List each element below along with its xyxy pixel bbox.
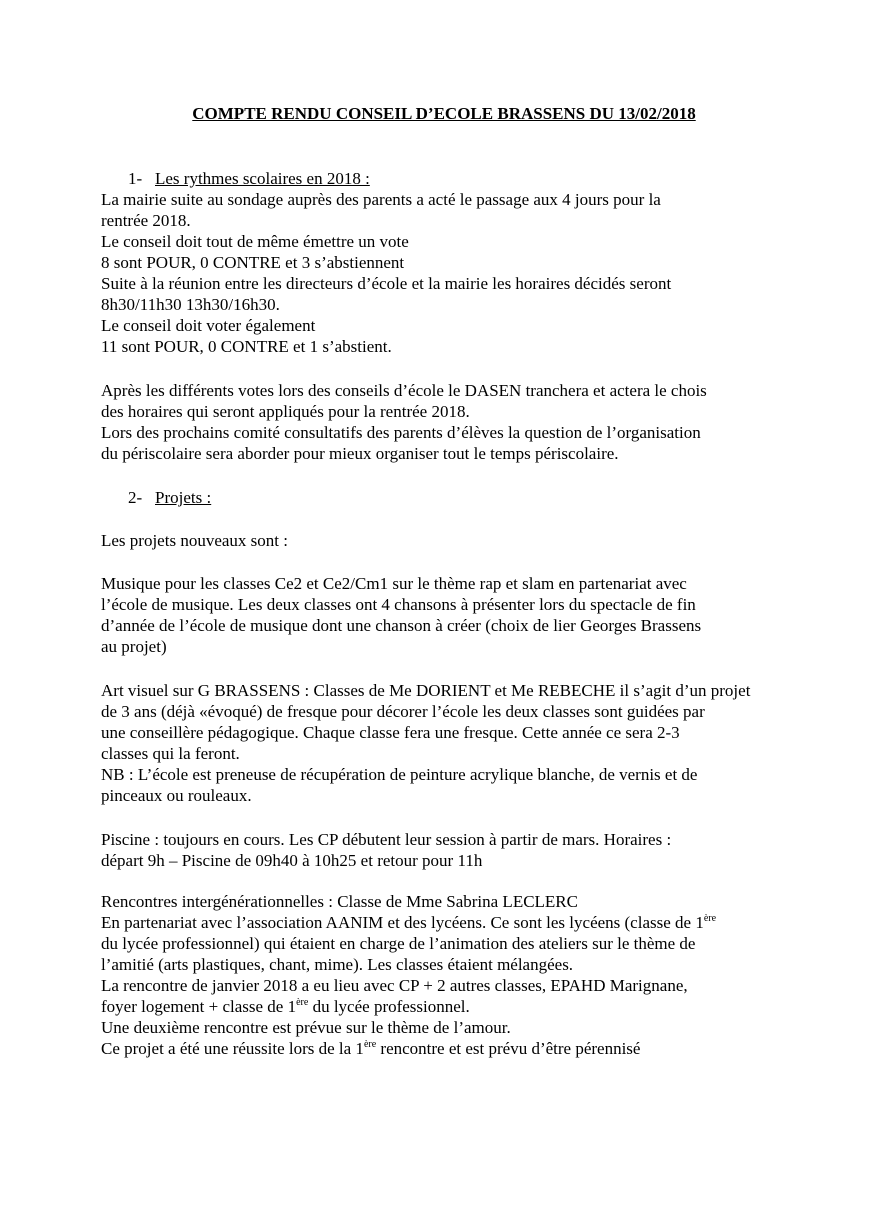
text-line: [101, 1038, 781, 1059]
text-line: une conseillère pédagogique. Chaque classe fera une fresque. Cette année ce sera 2-3: [101, 723, 680, 742]
text-line: du périscolaire sera aborder pour mieux organiser tout le temps périscolaire.: [101, 444, 619, 463]
superscript: ère: [703, 913, 717, 924]
text-line: 11 sont POUR, 0 CONTRE et 1 s’abstient.: [101, 337, 392, 356]
text-line: Les projets nouveaux sont :: [101, 531, 288, 550]
text-line: [101, 996, 781, 1017]
section-1-title: Les rythmes scolaires en 2018 :: [155, 169, 370, 188]
text-segment: foyer logement + classe de 1: [101, 997, 297, 1016]
superscript: ère: [296, 997, 309, 1008]
text-line: au projet): [101, 637, 167, 656]
text-line: Le conseil doit voter également: [101, 316, 316, 335]
text-line: Piscine : toujours en cours. Les CP débutent leur session à partir de mars. Horaires :: [101, 830, 672, 849]
text-line: du lycée professionnel) qui étaient en charge de l’animation des ateliers sur le thème de: [101, 934, 696, 953]
text-segment: Ce projet a été une réussite lors de la 1: [101, 1039, 364, 1058]
text-line: 8h30/11h30 13h30/16h30.: [101, 295, 280, 314]
text-line: l’école de musique. Les deux classes ont 4 chansons à présenter lors du spectacle de fin: [101, 595, 696, 614]
text-line: l’amitié (arts plastiques, chant, mime). Les classes étaient mélangées.: [101, 955, 574, 974]
project-piscine: [101, 829, 781, 871]
text-line: rentrée 2018.: [101, 211, 191, 230]
section-1-paragraph: [101, 189, 781, 357]
text-line: Rencontres intergénérationnelles : Classe de Mme Sabrina LECLERC: [101, 892, 578, 911]
text-line: pinceaux ou rouleaux.: [101, 786, 252, 805]
section-2-heading: [128, 487, 211, 508]
section-1-paragraph-2: [101, 380, 781, 464]
text-line: des horaires qui seront appliqués pour la rentrée 2018.: [101, 402, 470, 421]
text-line: 8 sont POUR, 0 CONTRE et 3 s’abstiennent: [101, 253, 405, 272]
text-line: Après les différents votes lors des conseils d’école le DASEN tranchera et actera le chois: [101, 381, 707, 400]
text-line: de 3 ans (déjà «évoqué) de fresque pour décorer l’école les deux classes sont guidées par: [101, 702, 705, 721]
text-line: classes qui la feront.: [101, 744, 240, 763]
text-segment: du lycée professionnel.: [308, 997, 470, 1016]
text-line: La rencontre de janvier 2018 a eu lieu avec CP + 2 autres classes, EPAHD Marignane,: [101, 976, 688, 995]
text-line: Le conseil doit tout de même émettre un vote: [101, 232, 409, 251]
text-line: Une deuxième rencontre est prévue sur le thème de l’amour.: [101, 1018, 511, 1037]
project-rencontres: [101, 891, 781, 1059]
project-musique: [101, 573, 781, 657]
text-line: d’année de l’école de musique dont une chanson à créer (choix de lier Georges Brassens: [101, 616, 702, 635]
projects-intro: [101, 530, 781, 551]
section-2-title: Projets :: [155, 488, 212, 507]
text-line: NB : L’école est preneuse de récupération de peinture acrylique blanche, de vernis et de: [101, 765, 698, 784]
document-title: COMPTE RENDU CONSEIL D’ECOLE BRASSENS DU 13/02/2018: [192, 104, 696, 123]
text-segment: En partenariat avec l’association AANIM et des lycéens. Ce sont les lycéens (classe de 1: [101, 913, 704, 932]
text-line: Lors des prochains comité consultatifs des parents d’élèves la question de l’organisation: [101, 423, 701, 442]
text-line: [101, 912, 781, 933]
text-line: Suite à la réunion entre les directeurs d’école et la mairie les horaires décidés seront: [101, 274, 672, 293]
project-art-visuel: [101, 680, 781, 806]
section-1-heading: [128, 168, 370, 189]
superscript: ère: [363, 1039, 377, 1050]
text-line: départ 9h – Piscine de 09h40 à 10h25 et retour pour 11h: [101, 851, 483, 870]
section-1-number: 1-: [128, 169, 143, 188]
section-2-number: 2-: [128, 488, 143, 507]
text-line: Art visuel sur G BRASSENS : Classes de Me DORIENT et Me REBECHE il s’agit d’un projet: [101, 681, 751, 700]
text-line: La mairie suite au sondage auprès des parents a acté le passage aux 4 jours pour la: [101, 190, 661, 209]
text-line: Musique pour les classes Ce2 et Ce2/Cm1 sur le thème rap et slam en partenariat avec: [101, 574, 687, 593]
text-segment: rencontre et est prévu d’être pérennisé: [376, 1039, 641, 1058]
